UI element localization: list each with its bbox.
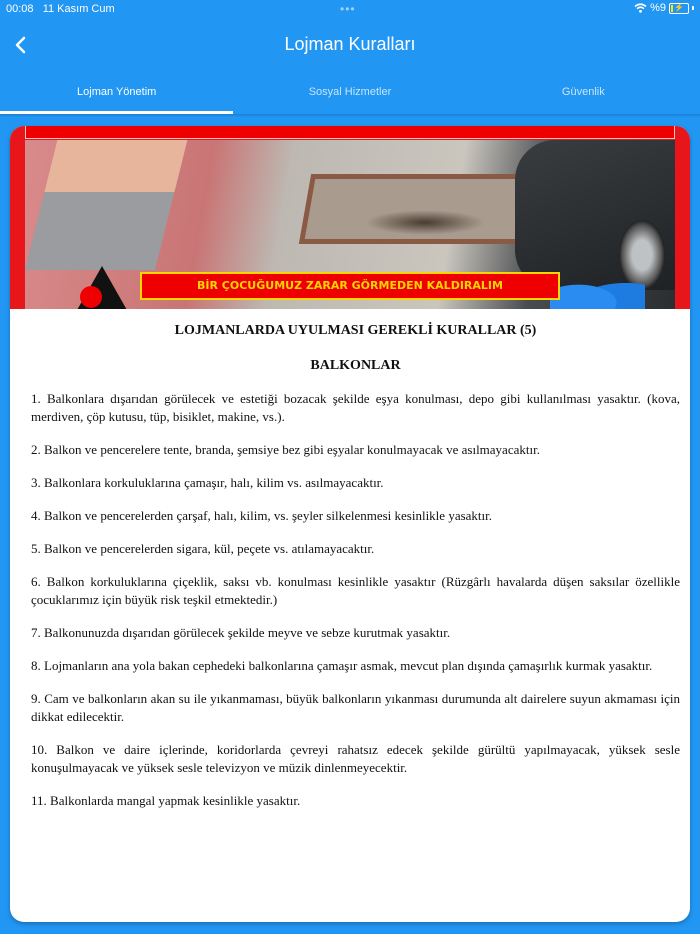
tab-bar (0, 72, 700, 114)
banner-top-strip (25, 126, 675, 139)
multitask-dots[interactable]: ••• (340, 2, 356, 16)
warning-triangle-icon (68, 266, 136, 309)
battery-tip (692, 6, 694, 10)
tab-sosyal-hizmetler[interactable]: Sosyal Hizmetler (308, 86, 392, 98)
rule-item: 3. Balkonlara korkuluklarına çamaşır, halı, kilim vs. asılmayacaktır. (31, 475, 384, 490)
rule-item: 1. Balkonlara dışarıdan görülecek ve estetiği bozacak şekilde eşya konulması, depo gibi kullanılması yasaktır. (kova, merdiven, çöp kutusu, tüp, bisiklet, makine, vs.). (31, 391, 680, 424)
status-indicators (634, 2, 694, 14)
status-date: 11 Kasım Cum (42, 3, 115, 15)
document-subtitle: BALKONLAR (310, 358, 401, 373)
page-title: Lojman Kuralları (284, 34, 416, 54)
rule-item: 11. Balkonlarda mangal yapmak kesinlikle yasaktır. (31, 793, 301, 808)
tab-lojman-yonetim[interactable]: Lojman Yönetim (0, 72, 233, 114)
document-title: LOJMANLARDA UYULMASI GEREKLİ KURALLAR (5) (174, 323, 537, 338)
rule-item: 2. Balkon ve pencerelere tente, branda, şemsiye bez gibi eşyalar konulmayacak ve asılmayacaktır. (31, 442, 540, 457)
warning-banner-image (10, 126, 690, 309)
rule-item: 9. Cam ve balkonların akan su ile yıkanmaması, büyük balkonların yıkanması durumunda alt dairelere suyun akmaması için dikkat edilecektir. (31, 691, 680, 724)
app-bar (0, 20, 700, 70)
status-time-date (6, 3, 115, 15)
tab-bar-shadow (0, 114, 700, 117)
building-wall (25, 140, 187, 270)
battery-charging-icon: ⚡ (669, 3, 689, 14)
content-card (10, 126, 690, 922)
rule-item: 5. Balkon ve pencerelerden sigara, kül, peçete vs. atılamayacaktır. (31, 541, 375, 556)
rule-item: 8. Lojmanların ana yola bakan cephedeki balkonlarına çamaşır asmak, mevcut plan dışında çamaşırlık kurmak yasaktır. (31, 658, 653, 673)
battery-percent: %9 (650, 2, 666, 14)
status-time: 00:08 (6, 3, 34, 15)
spilled-soil (365, 210, 485, 235)
rule-item: 4. Balkon ve pencerelerden çarşaf, halı, kilim, vs. şeyler silkelenmesi kesinlikle yasaktır. (31, 508, 492, 523)
rule-item: 7. Balkonunuzda dışarıdan görülecek şekilde meyve ve sebze kurutmak yasaktır. (31, 625, 451, 640)
warning-dot (80, 286, 102, 308)
rule-item: 10. Balkon ve daire içlerinde, koridorlarda çevreyi rahatsız edecek şekilde gürültü yapılmayacak, yüksek sesle konuşulmayacak ve yüksek sesle televizyon ve müzik dinlenmeyecektir. (31, 742, 680, 775)
rule-item: 6. Balkon korkuluklarına çiçeklik, saksı vb. konulması kesinlikle yasaktır (Rüzgârlı havalarda düşen saksılar özellikle çocuklarımız için büyük risk teşkil etmektedir.) (31, 574, 680, 607)
status-bar (0, 0, 700, 20)
blue-logo-shape (550, 271, 645, 309)
rules-document (10, 309, 690, 810)
tab-guvenlik[interactable]: Güvenlik (561, 86, 605, 98)
wifi-icon (634, 3, 647, 13)
banner-slogan: BİR ÇOCUĞUMUZ ZARAR GÖRMEDEN KALDIRALIM (140, 272, 560, 300)
